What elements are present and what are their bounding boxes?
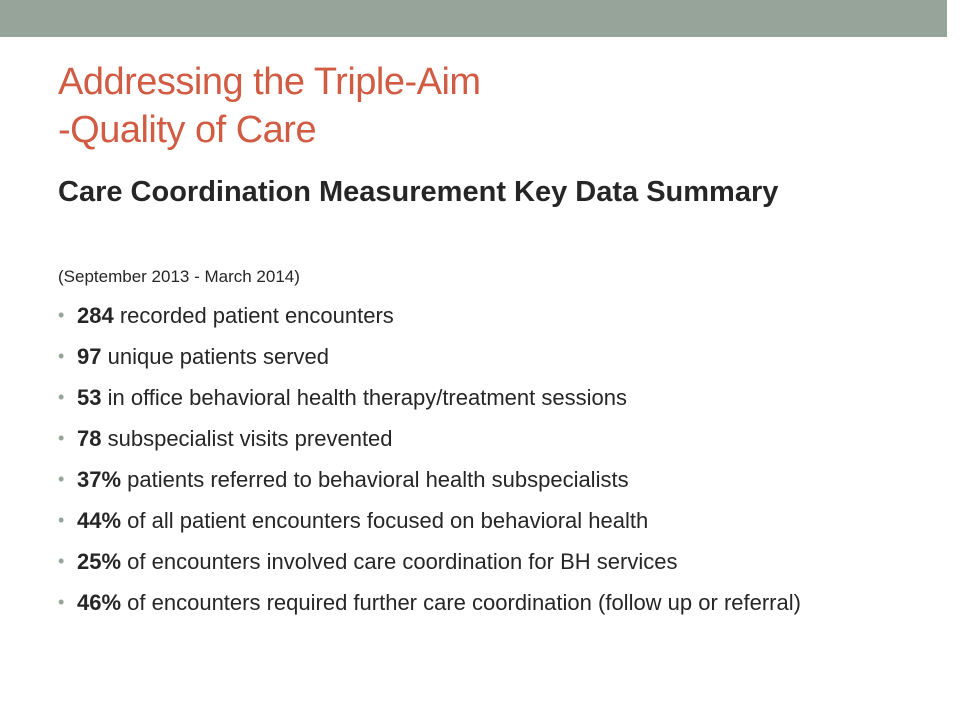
bullet-value: 46% — [77, 590, 122, 615]
bullet-item — [58, 425, 918, 452]
bullet-dot-icon: • — [58, 387, 65, 407]
bullet-value: 44% — [77, 508, 122, 533]
slide-title-line-2: -Quality of Care — [58, 109, 317, 151]
bullet-text: of encounters involved care coordination for BH services — [127, 549, 678, 574]
bullet-value: 78 — [77, 426, 102, 451]
bullet-item — [58, 302, 918, 329]
bullet-item — [58, 466, 918, 493]
slide-title-line-1: Addressing the Triple-Aim — [58, 61, 481, 103]
bullet-item — [58, 507, 918, 534]
slide-subtitle: Care Coordination Measurement Key Data Summary — [58, 176, 779, 208]
bullet-value: 25% — [77, 549, 122, 574]
bullet-value: 53 — [77, 385, 102, 410]
bullet-dot-icon: • — [58, 551, 65, 571]
date-range: (September 2013 - March 2014) — [58, 267, 300, 286]
bullet-dot-icon: • — [58, 469, 65, 489]
bullet-dot-icon: • — [58, 510, 65, 530]
bullet-dot-icon: • — [58, 592, 65, 612]
bullet-item — [58, 589, 918, 616]
bullet-item — [58, 343, 918, 370]
bullet-text: patients referred to behavioral health subspecialists — [127, 467, 629, 492]
bullet-dot-icon: • — [58, 428, 65, 448]
slide-title — [58, 58, 481, 154]
bullet-text: recorded patient encounters — [119, 303, 394, 328]
bullet-text: of all patient encounters focused on behavioral health — [127, 508, 649, 533]
bullet-dot-icon: • — [58, 346, 65, 366]
bullet-value: 97 — [77, 344, 102, 369]
bullet-item — [58, 384, 918, 411]
bullet-text: unique patients served — [107, 344, 329, 369]
bullet-dot-icon: • — [58, 305, 65, 325]
bullet-value: 284 — [77, 303, 114, 328]
bullet-text: of encounters required further care coordination (follow up or referral) — [127, 590, 801, 615]
bullet-text: in office behavioral health therapy/treatment sessions — [107, 385, 627, 410]
top-accent-bar — [0, 0, 947, 37]
bullet-value: 37% — [77, 467, 122, 492]
bullet-text: subspecialist visits prevented — [107, 426, 393, 451]
bullet-list — [58, 302, 918, 630]
bullet-item — [58, 548, 918, 575]
